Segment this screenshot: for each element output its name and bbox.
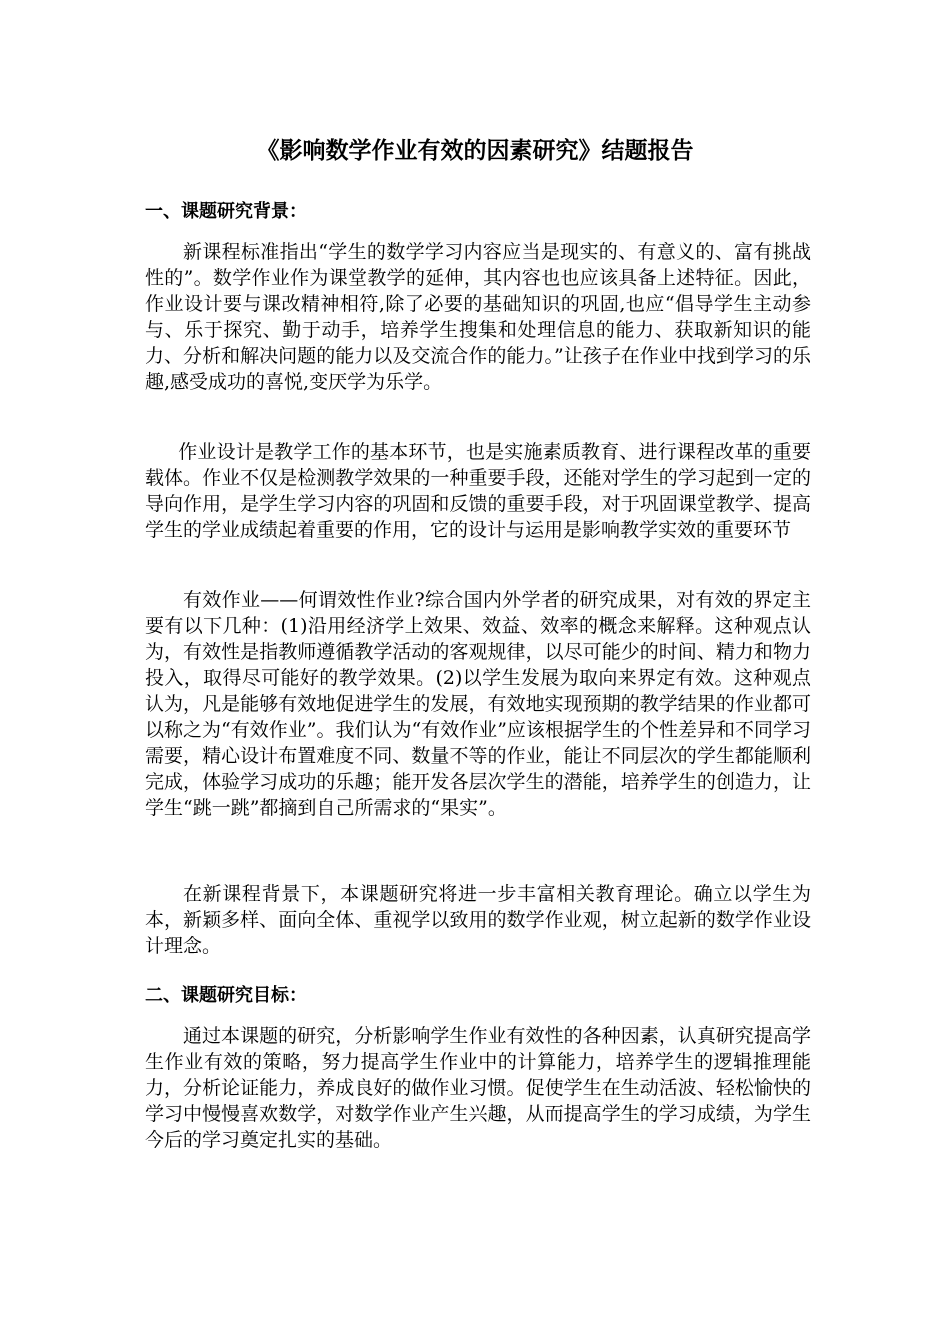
paragraph-effective-homework: 有效作业——何谓效性作业?综合国内外学者的研究成果，对有效的界定主要有以下几种：(1)沿用经济学上效果、效益、效率的概念来解释。这种观点认为，有效性是指教师遵循教学活动的客观规律，以尽可能少的时间、精力和物力投入，取得尽可能好的教学效果。(2)以学生发展为取向来界定有效。这种观点认为，凡是能够有效地促进学生的发展，有效地实现预期的教学结果的作业都可以称之为“有效作业”。我们认为“有效作业”应该根据学生的个性差异和不同学习需要，精心设计布置难度不同、数量不等的作业，能让不同层次的学生都能顺利完成，体验学习成功的乐趣；能开发各层次学生的潜能，培养学生的创造力，让学生“跳一跳”都摘到自己所需求的“果实”。	[145, 589, 811, 819]
section-heading-goals: 二、课题研究目标：	[145, 985, 307, 1006]
document-title: 《影响数学作业有效的因素研究》结题报告	[256, 137, 694, 164]
paragraph-research-significance: 在新课程背景下，本课题研究将进一步丰富相关教育理论。确立以学生为本，新颖多样、面向全体、重视学以致用的数学作业观，树立起新的数学作业设计理念。	[145, 883, 811, 957]
paragraph-research-goals: 通过本课题的研究，分析影响学生作业有效性的各种因素，认真研究提高学生作业有效的策略，努力提高学生作业中的计算能力，培养学生的逻辑推理能力，分析论证能力，养成良好的做作业习惯。促使学生在生动活波、轻松愉快的学习中慢慢喜欢数学，对数学作业产生兴趣，从而提高学生的学习成绩，为学生今后的学习奠定扎实的基础。	[145, 1025, 811, 1151]
paragraph-homework-design: 作业设计是教学工作的基本环节，也是实施素质教育、进行课程改革的重要载体。作业不仅是检测教学效果的一种重要手段，还能对学生的学习起到一定的导向作用，是学生学习内容的巩固和反馈的重要手段，对于巩固课堂教学、提高学生的学业成绩起着重要的作用，它的设计与运用是影响教学实效的重要环节	[145, 441, 811, 541]
section-heading-background: 一、课题研究背景：	[145, 201, 307, 222]
paragraph-new-curriculum: 新课程标准指出“学生的数学学习内容应当是现实的、有意义的、富有挑战性的”。数学作业作为课堂教学的延伸，其内容也也应该具备上述特征。因此，作业设计要与课改精神相符,除了必要的基础知识的巩固,也应“倡导学生主动参与、乐于探究、勤于动手，培养学生搜集和处理信息的能力、获取新知识的能力、分析和解决问题的能力以及交流合作的能力。”让孩子在作业中找到学习的乐趣,感受成功的喜悦,变厌学为乐学。	[145, 241, 811, 393]
